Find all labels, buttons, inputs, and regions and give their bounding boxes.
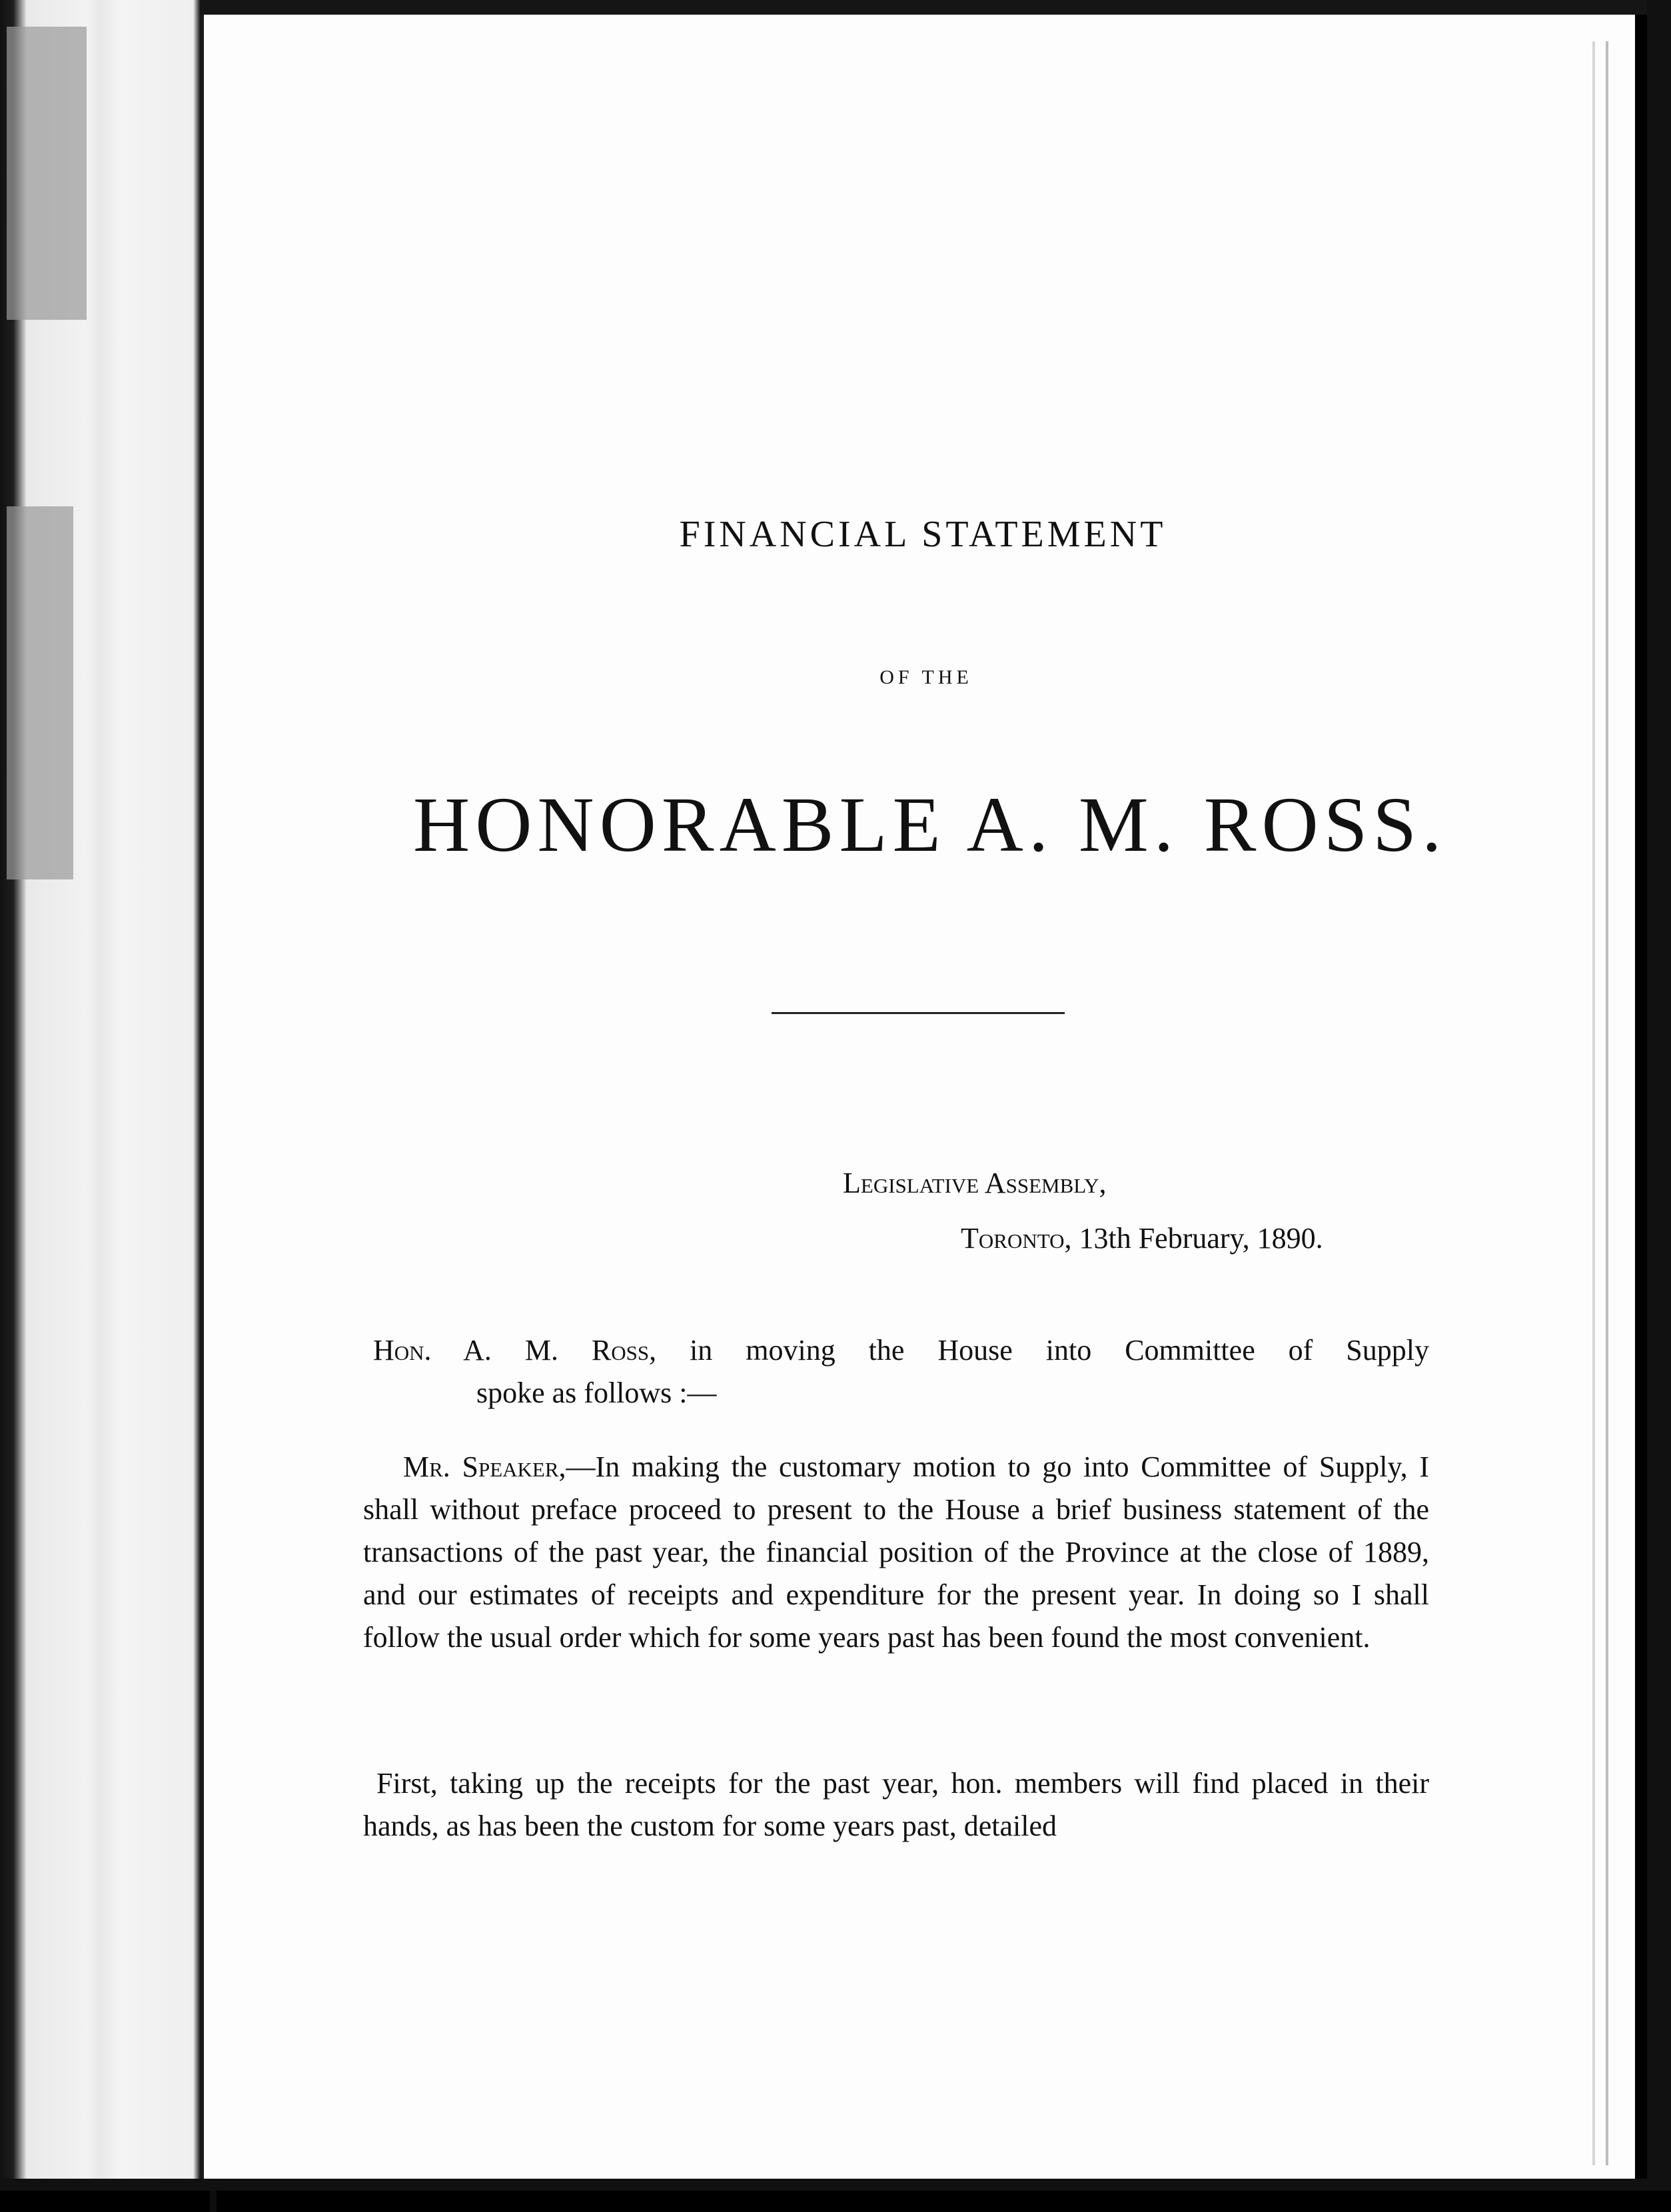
paragraph-speech-2: First, taking up the receipts for the past year, hon. members will find placed in their hands, as has been the custom for some years past, detailed	[363, 1767, 1429, 1842]
document-page	[200, 15, 1635, 2179]
address-lead: Mr. Speaker,	[403, 1450, 566, 1483]
margin-shadow	[7, 27, 87, 320]
intro-line-1	[373, 1329, 1429, 1372]
margin-shadow	[7, 506, 73, 879]
page-edge-line	[1592, 41, 1595, 2165]
paragraph-intro	[373, 1329, 1429, 1414]
page-edge-line	[1606, 41, 1608, 2165]
title-honorable-ross: HONORABLE A. M. ROSS.	[413, 781, 1447, 868]
speaker-name: Hon. A. M. Ross,	[373, 1334, 657, 1367]
intro-text: in moving the House into Committee of Supply	[656, 1334, 1429, 1367]
title-of-the: OF THE	[879, 666, 973, 688]
dateline-date-line	[961, 1221, 1323, 1255]
dateline-city: Toronto,	[961, 1222, 1072, 1255]
horizontal-rule	[772, 1012, 1065, 1014]
dateline-place: Legislative Assembly,	[843, 1167, 1107, 1199]
paragraph-speech-1	[363, 1446, 1429, 1659]
title-financial-statement: FINANCIAL STATEMENT	[679, 514, 1167, 555]
scan-bottom-border	[0, 2179, 1671, 2191]
intro-line-2: spoke as follows :—	[476, 1377, 717, 1409]
scan-top-border	[0, 0, 1671, 15]
dateline-date: 13th February, 1890.	[1079, 1222, 1323, 1255]
scan-left-margin	[0, 0, 200, 2191]
scan-right-border	[1647, 0, 1671, 2191]
speech-text-1: —In making the customary motion to go into Committee of Supply, I shall without preface proceed to present to the House a brief business statement of the transactions of the past year, the financial position of the Province at the close of 1889, and our estimates of receipts and expenditure for the present year. In doing so I shall follow the usual order which for some years past has been found the most convenient.	[363, 1450, 1429, 1654]
